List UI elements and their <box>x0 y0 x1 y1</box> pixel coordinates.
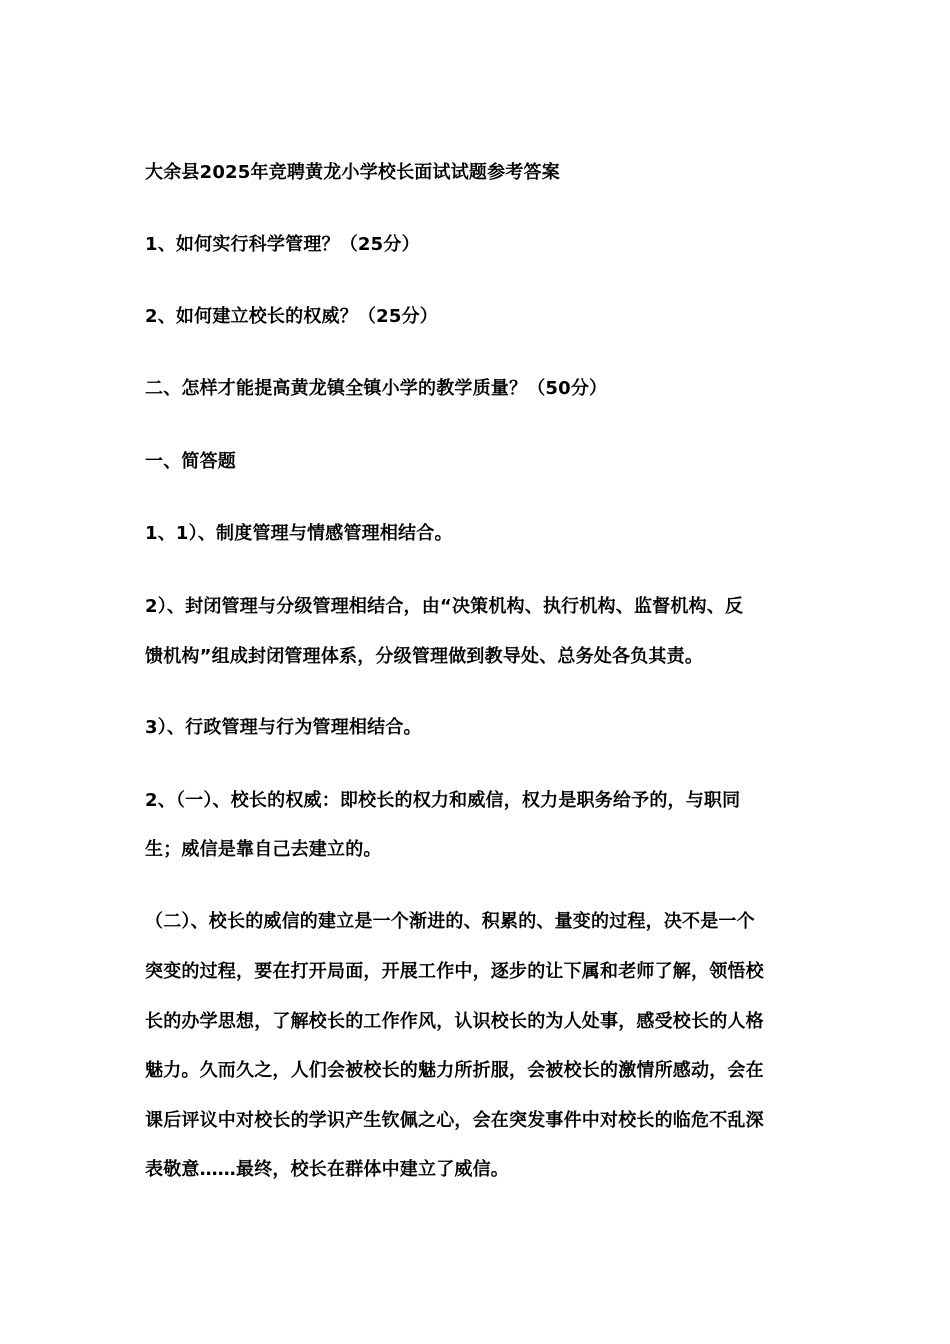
answer-2-part-1-line-1: 2、（一）、校长的权威：即校长的权力和威信，权力是职务给予的，与职同 <box>145 790 741 811</box>
answer-1-part-3: 3）、行政管理与行为管理相结合。 <box>145 717 422 738</box>
question-3: 二、怎样才能提高黄龙镇全镇小学的教学质量？（50分） <box>145 378 608 399</box>
answer-1-part-2-line-1: 2）、封闭管理与分级管理相结合，由“决策机构、执行机构、监督机构、反 <box>145 596 744 617</box>
answer-2-part-2-line-1: （二）、校长的威信的建立是一个渐进的、积累的、量变的过程，决不是一个 <box>145 911 755 932</box>
answer-2-part-2-line-2: 突变的过程，要在打开局面，开展工作中，逐步的让下属和老师了解，领悟校 <box>145 961 764 982</box>
answer-1-part-1: 1、1）、制度管理与情感管理相结合。 <box>145 523 453 544</box>
answer-2-part-1-line-2: 生；威信是靠自己去建立的。 <box>145 839 382 860</box>
answer-2-part-2-line-5: 课后评议中对校长的学识产生钦佩之心，会在突发事件中对校长的临危不乱深 <box>145 1110 764 1131</box>
section-heading: 一、简答题 <box>145 451 236 472</box>
question-2: 2、如何建立校长的权威？（25分） <box>145 306 438 327</box>
document-title: 大余县2025年竞聘黄龙小学校长面试试题参考答案 <box>145 162 560 183</box>
answer-2-part-2-line-3: 长的办学思想，了解校长的工作作风，认识校长的为人处事，感受校长的人格 <box>145 1011 764 1032</box>
answer-2-part-2-line-4: 魅力。久而久之，人们会被校长的魅力所折服，会被校长的激情所感动，会在 <box>145 1060 764 1081</box>
answer-2-part-2-line-6: 表敬意……最终，校长在群体中建立了威信。 <box>145 1159 509 1180</box>
answer-1-part-2-line-2: 馈机构”组成封闭管理体系，分级管理做到教导处、总务处各负其责。 <box>145 646 704 667</box>
question-1: 1、如何实行科学管理？（25分） <box>145 234 420 255</box>
